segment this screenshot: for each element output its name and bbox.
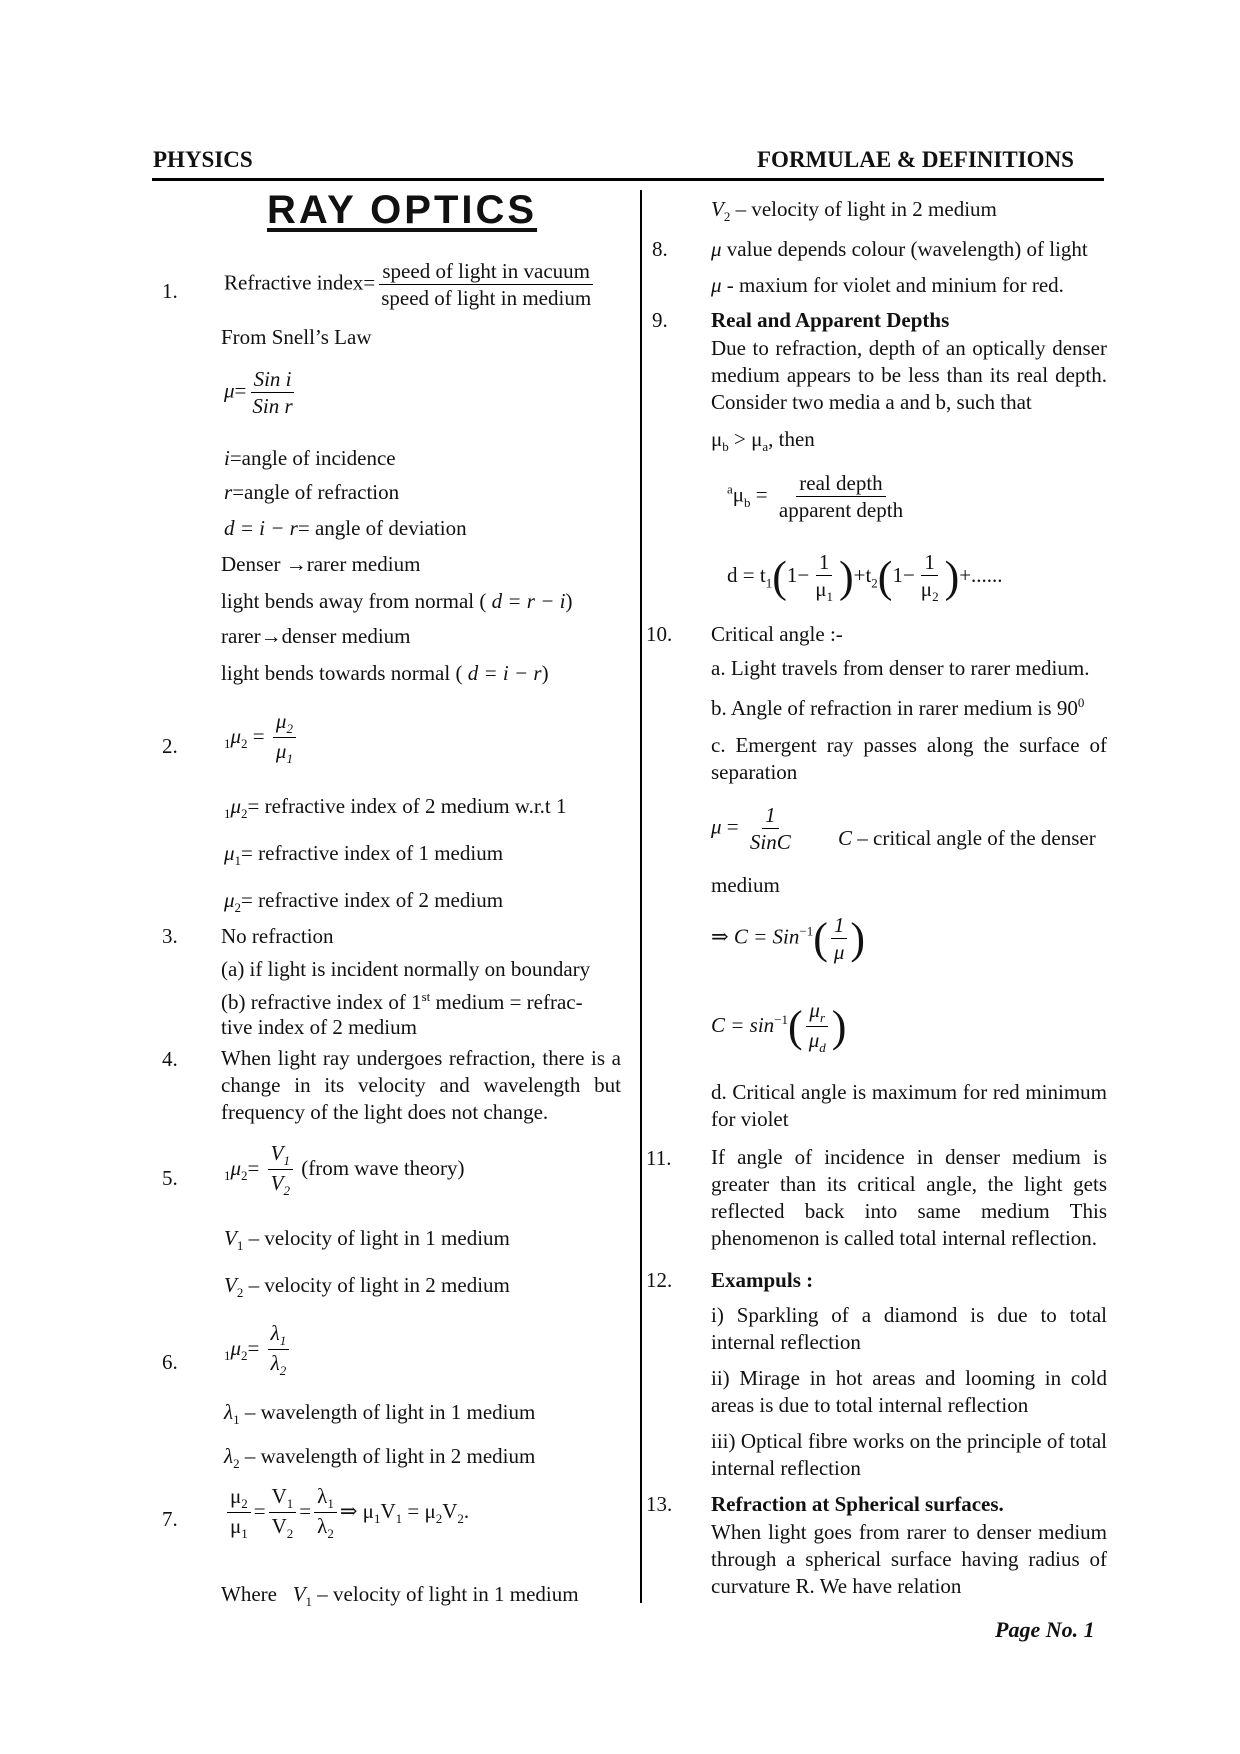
section-title-depths: Real and Apparent Depths <box>711 308 950 332</box>
v-symbol: V <box>292 1582 306 1606</box>
subscript: 1 <box>279 1333 287 1349</box>
paren-open: ( <box>877 552 893 602</box>
v-symbol: V <box>271 1484 287 1508</box>
superscript: 0 <box>1077 695 1085 710</box>
bends-towards <box>221 661 549 686</box>
mu-symbol: μ <box>815 577 827 602</box>
header-rule <box>152 178 1104 181</box>
subscript: 1 <box>395 1510 403 1526</box>
lambda-symbol: λ <box>317 1484 328 1508</box>
subscript: 2 <box>279 1363 287 1379</box>
no-refraction: No refraction <box>221 924 334 948</box>
examples-title: Exampuls : <box>711 1268 814 1292</box>
fraction-numerator: 1 <box>831 912 848 939</box>
equals-sign: = <box>234 378 247 403</box>
def-mu2 <box>224 888 503 916</box>
mu-symbol: μ <box>362 1498 374 1523</box>
implies-symbol: ⇒ <box>339 1498 358 1523</box>
page-number: Page No. 1 <box>995 1617 1095 1642</box>
item-number-12: 12. <box>646 1268 673 1292</box>
snell-law-label: From Snell’s Law <box>221 325 372 349</box>
subscript: 1 <box>236 1238 244 1254</box>
column-divider <box>640 190 642 1603</box>
critical-inverse-formula <box>711 912 865 966</box>
tir-definition: If angle of incidence in denser medium is greater than its critical angle, the light gets reflected back into same medium This phenomenon is called total internal reflection. <box>711 1145 1107 1250</box>
equals-sign: = <box>253 1498 266 1523</box>
fraction-numerator: speed of light in vacuum <box>379 258 593 285</box>
rarer-to-denser: rarer→denser medium <box>221 624 411 648</box>
def-v2 <box>224 1273 510 1301</box>
value: 90 <box>1056 696 1078 720</box>
mu-symbol: μ <box>230 794 242 818</box>
subscript: 1 <box>305 1594 313 1610</box>
paren-close: ) <box>541 661 549 685</box>
where-v1 <box>221 1582 579 1610</box>
subscript: 2 <box>435 1510 443 1526</box>
expression: d = i − r <box>224 516 298 540</box>
expression: d = r − i <box>491 589 566 613</box>
equals-sign: = <box>726 814 739 839</box>
subscript: 1 <box>224 735 231 751</box>
lambda-symbol: λ <box>270 1321 280 1345</box>
one: 1 <box>892 563 903 588</box>
subscript: 2 <box>241 1496 248 1512</box>
depth-sum-formula <box>727 549 1003 606</box>
mu-symbol: μ <box>230 1484 242 1508</box>
denser-to-rarer: Denser →rarer medium <box>221 552 421 576</box>
def-lambda1 <box>224 1400 535 1428</box>
mu-colour <box>711 237 1088 262</box>
fraction-numerator: Sin i <box>251 366 295 393</box>
fraction-denominator: μ <box>833 940 845 965</box>
v-symbol: V <box>380 1498 396 1523</box>
subscript: 2 <box>241 1347 248 1363</box>
subscript: 2 <box>457 1510 464 1526</box>
bends-away <box>221 589 572 614</box>
subscript: 2 <box>286 721 293 737</box>
paren-open: ( <box>788 1001 803 1051</box>
mu-symbol: μ <box>224 378 235 403</box>
no-refraction-b-cont: tive index of 2 medium <box>221 1015 417 1039</box>
subscript: r <box>819 1010 826 1026</box>
header-subject: PHYSICS <box>153 147 253 172</box>
text: , then <box>768 427 815 451</box>
v-symbol: V <box>270 1141 284 1165</box>
mu-symbol: μ <box>230 1514 242 1539</box>
definition: – critical angle of the denser <box>852 826 1096 850</box>
mu-symbol: μ <box>275 709 287 733</box>
mu-symbol: μ <box>809 998 820 1022</box>
fraction-denominator: apparent depth <box>778 498 904 523</box>
mu-symbol: μ <box>224 841 235 865</box>
equals-sign: = <box>299 1498 312 1523</box>
subscript: 2 <box>723 209 731 225</box>
superscript: st <box>421 989 431 1004</box>
text: b. Angle of refraction in rarer medium is <box>711 696 1057 720</box>
critical-a: a. Light travels from denser to rarer medium. <box>711 656 1090 680</box>
minus-sign: − <box>902 563 915 588</box>
paren-open: ( <box>772 552 787 602</box>
lambda-symbol: λ <box>270 1351 280 1376</box>
combined-ratio-formula <box>224 1483 469 1543</box>
equals-sign: = <box>252 723 265 748</box>
expression: d = i − r <box>467 661 542 685</box>
note: (from wave theory) <box>301 1155 465 1180</box>
item-number-3: 3. <box>162 924 178 948</box>
v-symbol: V <box>442 1498 458 1523</box>
definition: = refractive index of 2 medium <box>241 888 504 912</box>
mu-symbol: μ <box>711 427 723 451</box>
paren-close: ) <box>944 552 960 602</box>
equals-sign: = <box>247 1155 260 1180</box>
page-title: RAY OPTICS <box>267 188 538 232</box>
text: light bends towards normal ( <box>221 661 463 685</box>
def-incidence <box>224 446 396 471</box>
frequency-statement: When light ray undergoes refraction, there is a change in its velocity and wavelength but frequency of the light does not change. <box>221 1046 621 1124</box>
depths-text: Due to refraction, depth of an optically denser medium appears to be less than its real depth. Consider two media a and b, such that <box>711 336 1107 414</box>
v-symbol: V <box>224 1226 237 1250</box>
v-symbol: V <box>711 197 724 221</box>
equals-sign: = <box>742 563 755 588</box>
fraction-denominator: Sin r <box>252 394 293 419</box>
mu-symbol: μ <box>711 237 722 261</box>
subscript: 1 <box>327 1496 334 1512</box>
mu-symbol: μ <box>711 814 722 839</box>
gt-sign: > <box>734 427 746 451</box>
mu-inequality <box>711 427 815 455</box>
critical-angle-title: Critical angle :- <box>711 622 843 646</box>
text: light bends away from normal ( <box>221 589 487 613</box>
fraction-numerator: 1 <box>762 802 779 829</box>
velocity-ratio-formula <box>224 1140 464 1200</box>
ellipsis: +...... <box>959 563 1003 588</box>
item-number-4: 4. <box>162 1047 178 1071</box>
mu-symbol: μ <box>751 427 763 451</box>
definition: = refractive index of 2 medium w.r.t 1 <box>247 794 567 818</box>
equals-sign: = <box>407 1498 420 1523</box>
v-symbol: V <box>270 1171 284 1196</box>
subscript: 1 <box>241 1526 248 1542</box>
mu-symbol: μ <box>230 1155 242 1180</box>
paren-close: ) <box>850 913 866 963</box>
def-v1 <box>224 1226 510 1254</box>
subscript: 2 <box>241 735 248 751</box>
subscript: 1 <box>286 1496 294 1512</box>
expression: C = Sin <box>733 924 800 949</box>
paren-open: ( <box>813 913 828 963</box>
definition: =angle of refraction <box>232 480 400 504</box>
expression: C = sin <box>711 1012 775 1037</box>
symbol: i <box>224 446 230 470</box>
definition: – velocity of light in 2 medium <box>243 1273 510 1297</box>
text: - maxium for violet and minium for red. <box>721 273 1064 297</box>
symbol: r <box>224 480 233 504</box>
item-number-10: 10. <box>646 622 673 646</box>
text: medium = refrac- <box>430 990 583 1014</box>
text: (b) refractive index of 1 <box>221 990 422 1014</box>
mu-symbol: μ <box>224 888 235 912</box>
subscript: 1 <box>233 1412 240 1428</box>
fraction-numerator: 1 <box>921 549 938 576</box>
no-refraction-a: (a) if light is incident normally on boundary <box>221 957 591 981</box>
plus-sign: + <box>853 563 866 588</box>
refractive-index-formula <box>224 258 597 312</box>
critical-formula <box>711 802 797 856</box>
critical-def <box>838 826 1096 851</box>
subscript: 1 <box>234 853 242 869</box>
header-section: FORMULAE & DEFINITIONS <box>757 147 1074 172</box>
lambda-symbol: λ <box>224 1400 234 1424</box>
t-symbol: t <box>865 563 872 588</box>
no-refraction-b <box>221 989 583 1015</box>
critical-b <box>711 695 1084 721</box>
subscript: 2 <box>233 1456 240 1472</box>
superscript: −1 <box>799 923 814 939</box>
example-3: iii) Optical fibre works on the principle of total internal reflection <box>711 1429 1107 1480</box>
definition: = refractive index of 1 medium <box>241 841 504 865</box>
subscript: 2 <box>234 900 242 916</box>
mu-symbol: μ <box>920 577 933 602</box>
relative-index-formula <box>224 708 299 768</box>
lambda-symbol: λ <box>317 1514 328 1539</box>
item-number-5: 5. <box>162 1166 178 1190</box>
definition: – wavelength of light in 2 medium <box>239 1444 536 1468</box>
critical-def-cont: medium <box>711 873 780 897</box>
subscript: 2 <box>932 589 939 605</box>
subscript: 2 <box>241 806 248 822</box>
mu-symbol: μ <box>808 1028 820 1053</box>
subscript: 2 <box>327 1526 334 1542</box>
subscript: 2 <box>286 1526 294 1542</box>
mu-symbol: μ <box>275 739 287 764</box>
spherical-text: When light goes from rarer to denser medium through a spherical surface having radius of curvature R. We have relation <box>711 1520 1107 1598</box>
snell-formula <box>224 366 299 420</box>
fraction-numerator: 1 <box>816 549 833 576</box>
subscript: 2 <box>236 1285 244 1301</box>
example-2: ii) Mirage in hot areas and looming in cold areas is due to total internal reflection <box>711 1366 1107 1417</box>
paren-close: ) <box>831 1001 847 1051</box>
t-symbol: t <box>759 563 766 588</box>
def-refraction <box>224 480 399 505</box>
item-number-8: 8. <box>652 237 668 261</box>
item-number-7: 7. <box>162 1507 178 1531</box>
subscript: 1 <box>283 1153 290 1169</box>
formula-label: Refractive index= <box>224 270 376 295</box>
fraction-denominator: speed of light in medium <box>381 286 592 311</box>
definition: =angle of incidence <box>229 446 396 470</box>
def-mu1 <box>224 841 503 869</box>
lambda-symbol: λ <box>224 1444 234 1468</box>
implies-symbol: ⇒ <box>711 924 729 949</box>
real-apparent-formula <box>727 470 909 524</box>
definition: – velocity of light in 1 medium <box>312 1582 579 1606</box>
subscript: 2 <box>283 1183 290 1199</box>
equals-sign: = <box>247 1335 260 1360</box>
item-number-6: 6. <box>162 1350 178 1374</box>
mu-symbol: μ <box>732 482 745 507</box>
subscript: 1 <box>224 1347 231 1363</box>
where-label: Where <box>221 1582 277 1606</box>
subscript: a <box>762 439 769 455</box>
one: 1 <box>786 563 798 588</box>
def-mu12 <box>224 794 567 822</box>
critical-c: c. Emergent ray passes along the surface of separation <box>711 733 1107 784</box>
example-1: i) Sparkling of a diamond is due to total internal reflection <box>711 1303 1107 1354</box>
item-number-13: 13. <box>646 1492 673 1516</box>
c-symbol: C <box>838 826 853 850</box>
minus-sign: − <box>797 563 810 588</box>
v-symbol: V <box>271 1514 287 1539</box>
superscript: a <box>727 481 733 497</box>
subscript: b <box>722 439 729 455</box>
subscript: d <box>819 1040 826 1056</box>
subscript: 2 <box>241 1167 248 1183</box>
subscript: 1 <box>826 589 833 605</box>
period: . <box>463 1498 470 1523</box>
text: value depends colour (wavelength) of light <box>721 237 1088 261</box>
superscript: −1 <box>774 1011 789 1027</box>
subscript: 1 <box>286 751 293 767</box>
item-number-11: 11. <box>646 1146 672 1170</box>
mu-symbol: μ <box>230 723 242 748</box>
v-symbol: V <box>224 1273 237 1297</box>
paren-close: ) <box>565 589 573 613</box>
def-v2-cont <box>711 197 997 225</box>
spherical-title: Refraction at Spherical surfaces. <box>711 1492 1004 1516</box>
equals-sign: = <box>755 482 768 507</box>
subscript: 1 <box>224 1167 231 1183</box>
mu-symbol: μ <box>711 273 722 297</box>
fraction-denominator: SinC <box>749 830 791 855</box>
subscript: b <box>744 494 751 510</box>
paren-close: ) <box>838 552 854 602</box>
fraction-numerator: real depth <box>796 470 885 497</box>
definition: = angle of deviation <box>297 516 467 540</box>
mu-symbol: μ <box>424 1498 436 1523</box>
critical-ratio-formula <box>711 997 846 1057</box>
critical-d: d. Critical angle is maximum for red minimum for violet <box>711 1080 1107 1131</box>
definition: – velocity of light in 2 medium <box>730 197 997 221</box>
d-symbol: d <box>727 563 738 588</box>
item-number-1: 1. <box>162 279 178 303</box>
definition: – velocity of light in 1 medium <box>243 1226 510 1250</box>
mu-violet-red <box>711 273 1064 298</box>
mu-symbol: μ <box>230 1335 242 1360</box>
subscript: 2 <box>871 575 878 591</box>
def-lambda2 <box>224 1444 535 1472</box>
def-deviation <box>224 516 467 541</box>
subscript: 1 <box>373 1510 381 1526</box>
definition: – wavelength of light in 1 medium <box>239 1400 536 1424</box>
wavelength-ratio-formula <box>224 1320 292 1380</box>
item-number-9: 9. <box>652 308 668 332</box>
item-number-2: 2. <box>162 734 178 758</box>
subscript: 1 <box>224 806 231 822</box>
subscript: 1 <box>765 575 773 591</box>
